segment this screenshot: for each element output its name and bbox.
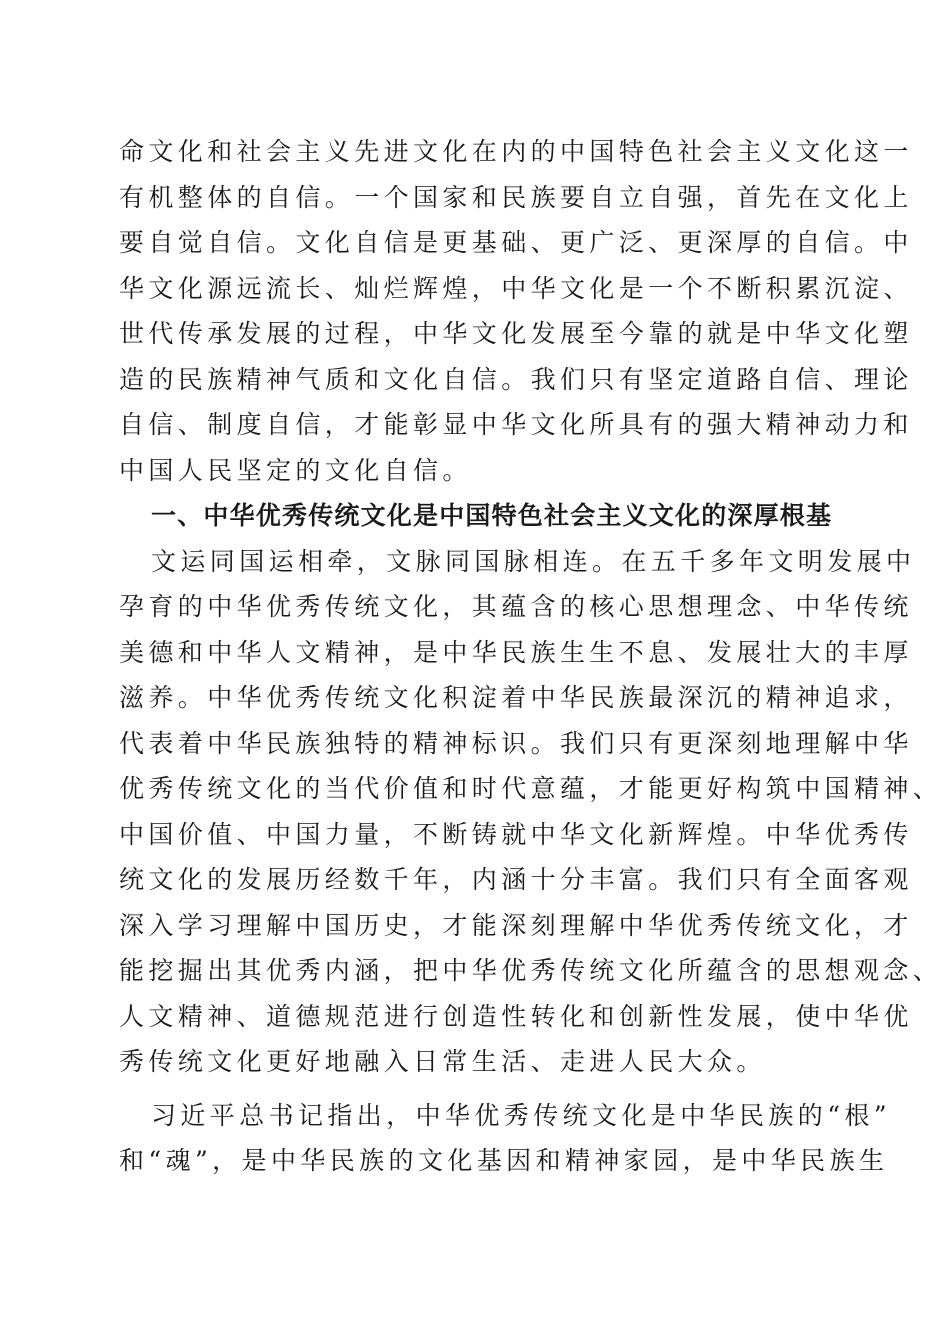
text-line: 习近平总书记指出，中华优秀传统文化是中华民族的“根”	[151, 1100, 891, 1130]
text-line: 人文精神、道德规范进行创造性转化和创新性发展，使中华优	[119, 1001, 913, 1031]
text-line: 文运同国运相牵，文脉同国脉相连。在五千多年文明发展中	[151, 546, 916, 576]
text-line: 滋养。中华优秀传统文化积淀着中华民族最深沉的精神追求，	[119, 683, 913, 712]
text-line: 优秀传统文化的当代价值和时代意蕴，才能更好构筑中国精神、	[119, 774, 943, 803]
text-line: 深入学习理解中国历史，才能深刻理解中华优秀传统文化，才	[119, 910, 913, 940]
text-line: 命文化和社会主义先进文化在内的中国特色社会主义文化这一	[119, 137, 913, 166]
text-line: 中国价值、中国力量，不断铸就中华文化新辉煌。中华优秀传	[119, 819, 913, 849]
document-body	[119, 129, 943, 1184]
text-line: 世代传承发展的过程，中华文化发展至今靠的就是中华文化塑	[119, 319, 913, 348]
paragraph-continued	[119, 129, 913, 493]
text-line: 统文化的发展历经数千年，内涵十分丰富。我们只有全面客观	[119, 865, 913, 894]
paragraph	[119, 539, 943, 1085]
text-line: 中国人民坚定的文化自信。	[119, 455, 472, 485]
paragraph	[119, 1093, 891, 1184]
text-line: 自信、制度自信，才能彰显中华文化所具有的强大精神动力和	[119, 410, 913, 439]
text-line: 要自觉自信。文化自信是更基础、更广泛、更深厚的自信。中	[119, 228, 913, 257]
text-line: 代表着中华民族独特的精神标识。我们只有更深刻地理解中华	[119, 728, 913, 758]
text-line: 造的民族精神气质和文化自信。我们只有坚定道路自信、理论	[119, 364, 913, 394]
text-line: 能挖掘出其优秀内涵，把中华优秀传统文化所蕴含的思想观念、	[119, 956, 943, 985]
text-line: 美德和中华人文精神，是中华民族生生不息、发展壮大的丰厚	[119, 637, 913, 667]
text-line: 孕育的中华优秀传统文化，其蕴含的核心思想理念、中华传统	[119, 592, 913, 621]
section-heading: 一、中华优秀传统文化是中国特色社会主义文化的深厚根基	[151, 501, 833, 530]
text-line: 秀传统文化更好地融入日常生活、走进人民大众。	[119, 1047, 766, 1076]
text-line: 华文化源远流长、灿烂辉煌，中华文化是一个不断积累沉淀、	[119, 273, 913, 303]
text-line: 和“魂”，是中华民族的文化基因和精神家园，是中华民族生	[119, 1146, 889, 1175]
text-line: 有机整体的自信。一个国家和民族要自立自强，首先在文化上	[119, 182, 913, 212]
